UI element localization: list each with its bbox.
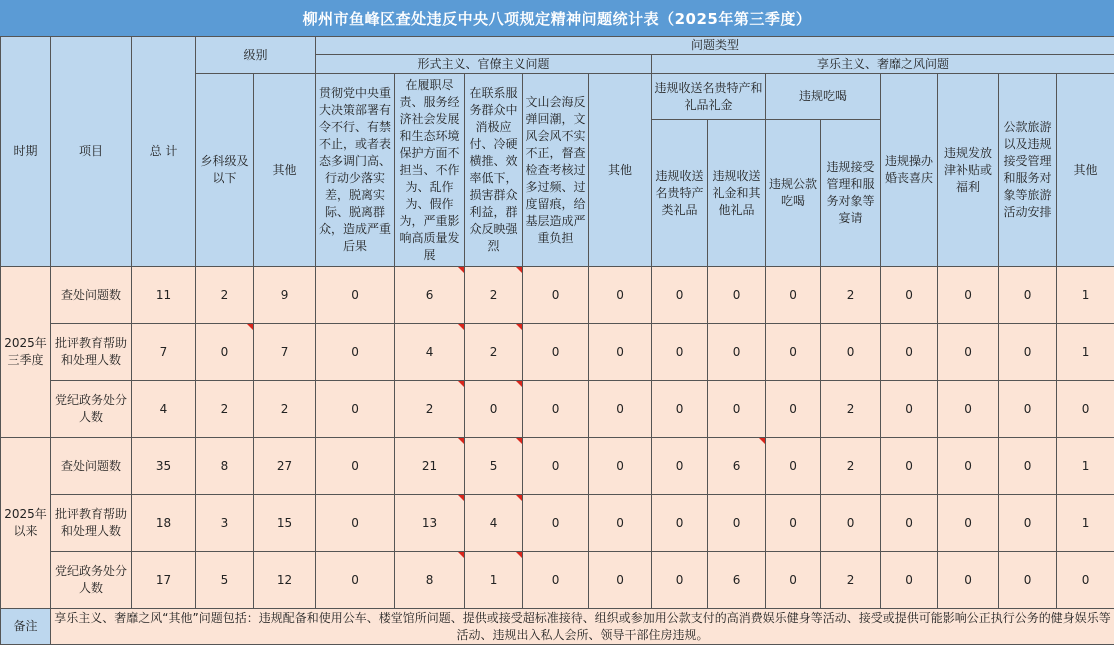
cell-value: 2: [821, 438, 881, 495]
cell-value: 1: [1057, 324, 1114, 381]
cell-value: 0: [1057, 381, 1114, 438]
cell-value: 2: [821, 552, 881, 609]
cell-value: 6: [708, 438, 766, 495]
cell-value: 0: [589, 324, 652, 381]
table-title: 柳州市鱼峰区查处违反中央八项规定精神问题统计表（2025年第三季度）: [0, 0, 1114, 36]
cell-value: 4: [395, 324, 465, 381]
cell-value: 0: [999, 438, 1057, 495]
cell-value: 0: [652, 552, 708, 609]
cell-value: 17: [132, 552, 196, 609]
cell-value: 0: [652, 381, 708, 438]
cell-value: 0: [589, 495, 652, 552]
cell-value: 6: [708, 552, 766, 609]
cell-value: 0: [316, 267, 395, 324]
cell-value: 27: [254, 438, 316, 495]
cell-value: 0: [881, 495, 938, 552]
cell-value: 0: [589, 552, 652, 609]
cell-value: 0: [523, 324, 589, 381]
header-gift-1: 违规收送名贵特产类礼品: [652, 120, 708, 267]
cell-value: 0: [938, 552, 999, 609]
cell-value: 0: [881, 438, 938, 495]
cell-value: 3: [196, 495, 254, 552]
cell-value: 5: [465, 438, 523, 495]
cell-value: 2: [196, 267, 254, 324]
cell-value: 2: [821, 381, 881, 438]
table-body: [1, 267, 1114, 609]
cell-value: 1: [1057, 438, 1114, 495]
row-item: 批评教育帮助和处理人数: [51, 495, 132, 552]
cell-value: 2: [465, 267, 523, 324]
cell-value: 0: [589, 438, 652, 495]
cell-value: 0: [881, 267, 938, 324]
cell-value: 1: [1057, 495, 1114, 552]
cell-value: 9: [254, 267, 316, 324]
cell-value: 8: [395, 552, 465, 609]
header-level-township: 乡科级及以下: [196, 74, 254, 267]
cell-value: 0: [938, 495, 999, 552]
header-formalism-1: 贯彻党中央重大决策部署有令不行、有禁不止，或者表态多调门高、行动少落实差，脱离实际、脱离群众，造成严重后果: [316, 74, 395, 267]
cell-value: 0: [652, 495, 708, 552]
row-item: 批评教育帮助和处理人数: [51, 324, 132, 381]
cell-value: 0: [999, 552, 1057, 609]
cell-value: 0: [999, 381, 1057, 438]
cell-value: 0: [766, 267, 821, 324]
cell-value: 21: [395, 438, 465, 495]
header-item: 项目: [51, 37, 132, 267]
cell-value: 0: [652, 267, 708, 324]
cell-value: 18: [132, 495, 196, 552]
cell-value: 4: [132, 381, 196, 438]
cell-value: 0: [938, 381, 999, 438]
cell-value: 0: [316, 495, 395, 552]
header-wedding: 违规操办婚丧喜庆: [881, 74, 938, 267]
row-item: 查处问题数: [51, 267, 132, 324]
cell-value: 13: [395, 495, 465, 552]
cell-value: 0: [938, 324, 999, 381]
cell-value: 0: [766, 495, 821, 552]
cell-value: 11: [132, 267, 196, 324]
cell-value: 0: [523, 552, 589, 609]
cell-value: 1: [1057, 267, 1114, 324]
cell-value: 0: [766, 324, 821, 381]
header-level-other: 其他: [254, 74, 316, 267]
note-text: 享乐主义、奢靡之风“其他”问题包括：违规配备和使用公车、楼堂馆所问题、提供或接受超标准接待、组织或参加用公款支付的高消费娱乐健身等活动、接受或提供可能影响公正执行公务的健身娱乐等活动、违规出入私人会所、领导干部住房违规。: [51, 609, 1114, 645]
cell-value: 4: [465, 495, 523, 552]
cell-value: 0: [999, 324, 1057, 381]
table-row: [1, 324, 1114, 381]
table-row: [1, 495, 1114, 552]
cell-value: 0: [523, 438, 589, 495]
cell-value: 0: [821, 324, 881, 381]
cell-value: 0: [881, 324, 938, 381]
cell-value: 0: [708, 381, 766, 438]
cell-value: 0: [523, 381, 589, 438]
cell-value: 6: [395, 267, 465, 324]
header-hedonism: 享乐主义、奢靡之风问题: [652, 55, 1114, 74]
row-period: 2025年以来: [1, 438, 51, 609]
header-subsidy: 违规发放津补贴或福利: [938, 74, 999, 267]
cell-value: 0: [938, 438, 999, 495]
cell-value: 2: [465, 324, 523, 381]
cell-value: 0: [881, 381, 938, 438]
row-item: 党纪政务处分人数: [51, 552, 132, 609]
cell-value: 0: [708, 267, 766, 324]
cell-value: 0: [196, 324, 254, 381]
header-formalism: 形式主义、官僚主义问题: [316, 55, 652, 74]
statistics-table: [0, 36, 1114, 645]
cell-value: 0: [708, 324, 766, 381]
header-gift-2: 违规收送礼金和其他礼品: [708, 120, 766, 267]
cell-value: 2: [395, 381, 465, 438]
table-row: [1, 438, 1114, 495]
cell-value: 0: [316, 438, 395, 495]
cell-value: 2: [254, 381, 316, 438]
cell-value: 12: [254, 552, 316, 609]
row-period: 2025年三季度: [1, 267, 51, 438]
table-row: [1, 381, 1114, 438]
cell-value: 0: [316, 324, 395, 381]
table-row: [1, 552, 1114, 609]
header-period: 时期: [1, 37, 51, 267]
cell-value: 15: [254, 495, 316, 552]
cell-value: 2: [821, 267, 881, 324]
row-item: 党纪政务处分人数: [51, 381, 132, 438]
cell-value: 0: [652, 324, 708, 381]
header-travel: 公款旅游以及违规接受管理和服务对象等旅游活动安排: [999, 74, 1057, 267]
cell-value: 1: [465, 552, 523, 609]
header-formalism-other: 其他: [589, 74, 652, 267]
cell-value: 0: [821, 495, 881, 552]
cell-value: 0: [316, 381, 395, 438]
cell-value: 0: [766, 552, 821, 609]
header-total: 总 计: [132, 37, 196, 267]
cell-value: 0: [523, 495, 589, 552]
cell-value: 0: [766, 438, 821, 495]
cell-value: 2: [196, 381, 254, 438]
cell-value: 0: [589, 267, 652, 324]
header-formalism-2: 在履职尽责、服务经济社会发展和生态环境保护方面不担当、不作为、乱作为、假作为，严重影响高质量发展: [395, 74, 465, 267]
header-hedonism-other: 其他: [1057, 74, 1114, 267]
table-row: [1, 267, 1114, 324]
cell-value: 0: [766, 381, 821, 438]
cell-value: 0: [1057, 552, 1114, 609]
cell-value: 8: [196, 438, 254, 495]
header-dining: 违规吃喝: [766, 74, 881, 120]
header-dining-1: 违规公款吃喝: [766, 120, 821, 267]
header-gift: 违规收送名贵特产和礼品礼金: [652, 74, 766, 120]
cell-value: 0: [523, 267, 589, 324]
header-problem-type: 问题类型: [316, 37, 1114, 55]
cell-value: 0: [316, 552, 395, 609]
header-formalism-3: 在联系服务群众中消极应付、冷硬横推、效率低下，损害群众利益，群众反映强烈: [465, 74, 523, 267]
cell-value: 7: [254, 324, 316, 381]
cell-value: 0: [999, 267, 1057, 324]
cell-value: 0: [881, 552, 938, 609]
cell-value: 7: [132, 324, 196, 381]
cell-value: 0: [999, 495, 1057, 552]
note-label: 备注: [1, 609, 51, 645]
cell-value: 0: [652, 438, 708, 495]
row-item: 查处问题数: [51, 438, 132, 495]
header-level: 级别: [196, 37, 316, 74]
cell-value: 0: [938, 267, 999, 324]
header-formalism-4: 文山会海反弹回潮，文风会风不实不正，督查检查考核过多过频、过度留痕，给基层造成严重负担: [523, 74, 589, 267]
cell-value: 0: [708, 495, 766, 552]
cell-value: 0: [589, 381, 652, 438]
header-dining-2: 违规接受管理和服务对象等宴请: [821, 120, 881, 267]
cell-value: 0: [465, 381, 523, 438]
cell-value: 5: [196, 552, 254, 609]
cell-value: 35: [132, 438, 196, 495]
